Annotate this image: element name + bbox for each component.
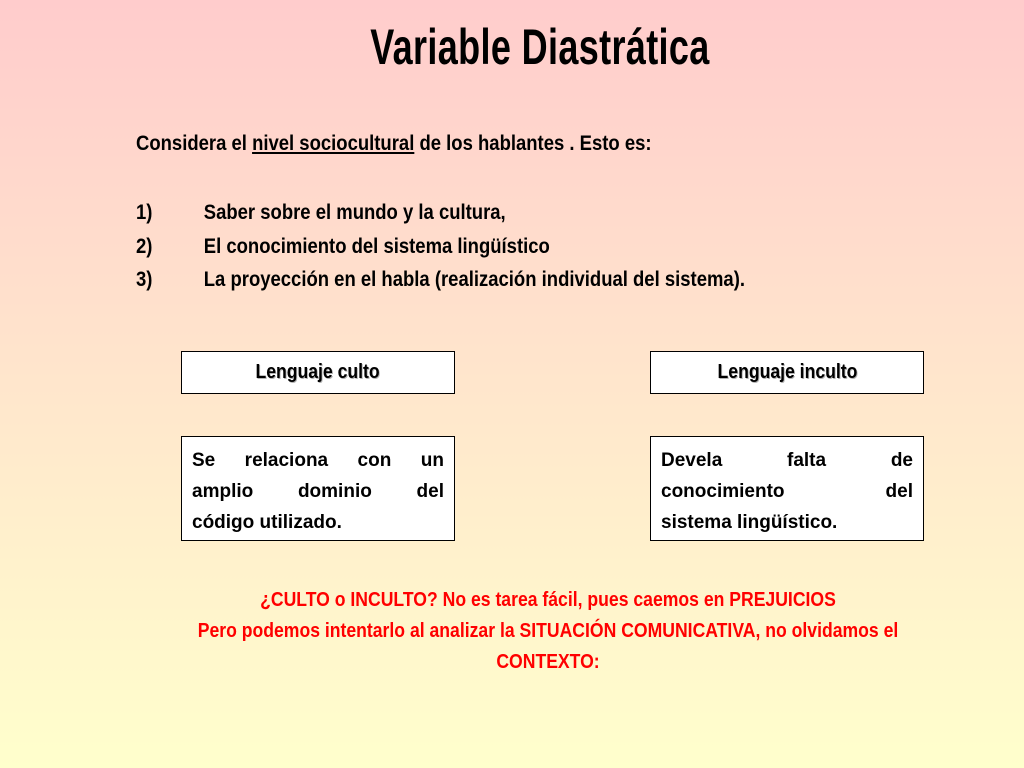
numbered-list bbox=[136, 196, 745, 297]
lenguaje-inculto-label-box bbox=[650, 351, 924, 394]
list-item-text: Saber sobre el mundo y la cultura, bbox=[203, 201, 506, 224]
lenguaje-culto-label-box bbox=[181, 351, 455, 394]
description-line: amplio dominio del bbox=[192, 481, 444, 502]
conclusion-line: ¿CULTO o INCULTO? No es tarea fácil, pues caemos en PREJUICIOS bbox=[260, 589, 836, 611]
conclusion-text bbox=[66, 585, 1024, 678]
lenguaje-culto-label: Lenguaje culto bbox=[255, 361, 381, 383]
list-item bbox=[136, 263, 745, 297]
conclusion-line: CONTEXTO: bbox=[496, 651, 600, 673]
list-item-number: 1) bbox=[136, 201, 153, 224]
list-item-number: 2) bbox=[136, 234, 153, 258]
list-item bbox=[136, 230, 745, 264]
list-item-text: La proyección en el habla (realización individual del sistema). bbox=[203, 268, 745, 291]
description-line: conocimiento del bbox=[661, 481, 913, 502]
intro-underlined-term: nivel sociocultural bbox=[252, 132, 415, 155]
list-item-text: El conocimiento del sistema lingüístico bbox=[203, 234, 550, 258]
conclusion-line: Pero podemos intentarlo al analizar la SITUACIÓN COMUNICATIVA, no olvidamos el bbox=[197, 620, 899, 642]
description-line: sistema lingüístico. bbox=[661, 512, 838, 533]
description-line: Devela falta de bbox=[661, 450, 913, 471]
lenguaje-inculto-description-box bbox=[650, 436, 924, 541]
list-item-number: 3) bbox=[136, 268, 153, 291]
intro-text-after: de los hablantes . Esto es: bbox=[414, 132, 652, 155]
lenguaje-culto-description-box bbox=[181, 436, 455, 541]
intro-text-before: Considera el bbox=[136, 132, 253, 155]
list-item bbox=[136, 196, 745, 230]
slide-title: Variable Diastrática bbox=[370, 19, 710, 75]
description-line: código utilizado. bbox=[192, 512, 342, 533]
intro-paragraph bbox=[136, 128, 652, 160]
lenguaje-inculto-label: Lenguaje inculto bbox=[717, 361, 857, 383]
description-line: Se relaciona con un bbox=[192, 450, 444, 471]
